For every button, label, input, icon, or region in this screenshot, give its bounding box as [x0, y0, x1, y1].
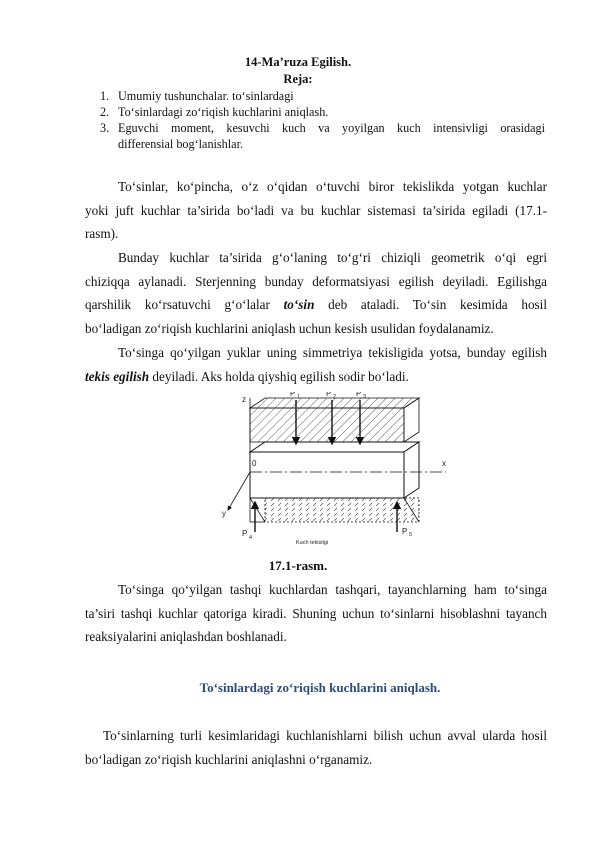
label-p5-sub: 5 — [409, 532, 413, 538]
paragraph-line: yoki juft kuchlar ta’sirida bo‘ladi va bu kuchlar sistemasi ta’sirida egiladi (17.1- — [85, 202, 547, 218]
beam-top — [250, 442, 419, 452]
beam-side — [404, 442, 419, 498]
paragraph-line: rasm). — [85, 226, 119, 241]
paragraph-line: reaksiyalarini aniqlashdan boshlanadi. — [85, 629, 287, 644]
label-p3: P — [356, 392, 362, 398]
paragraph-4 — [85, 578, 547, 649]
paragraph-line — [85, 365, 547, 389]
plan-item-number: 3. — [100, 121, 110, 135]
beam-front — [250, 452, 404, 498]
top-hatch-front — [250, 408, 404, 442]
label-p2: P — [326, 392, 332, 398]
beam-figure — [214, 392, 460, 547]
plan-item-number: 1. — [100, 89, 110, 103]
paragraph-line — [85, 293, 547, 317]
label-p5: P — [402, 527, 408, 536]
label-y: y — [222, 509, 226, 518]
text-run: deyiladi. Aks holda qiyshiq egilish sodir bo‘ladi. — [149, 368, 409, 384]
beam-diagram — [214, 392, 460, 547]
paragraph-line: chiziqqa aylanadi. Sterjenning bunday deformatsiyasi egilish deyiladi. Egilishga — [85, 273, 547, 289]
section-heading: To‘sinlardagi zo‘riqish kuchlarini aniqlash. — [199, 680, 441, 695]
label-p4: P — [242, 529, 248, 538]
term-tekis-egilish: tekis egilish — [85, 368, 150, 384]
paragraph-line: ta’siri tashqi kuchlar qatoriga kiradi. Shuning uchun to‘sinlarni hisoblashni tayanch — [85, 605, 547, 621]
plan-item-text: To‘sinlardagi zo‘riqish kuchlarini aniqlash. — [118, 105, 329, 119]
y-axis — [228, 472, 250, 510]
figure-caption: 17.1-rasm. — [268, 558, 328, 573]
paragraph-line: To‘sinlarning turli kesimlaridagi kuchlanishlarni bilish uchun avval ularda hosil — [103, 728, 547, 743]
term-tosin: to‘sin — [283, 297, 315, 312]
text-run: deb ataladi. To‘sin kesimida hosil — [314, 297, 548, 312]
paragraph-3 — [85, 341, 547, 388]
label-p3-sub: 3 — [363, 394, 367, 400]
paragraph-line: bo‘ladigan zo‘riqish kuchlarini aniqlash uchun kesish usulidan foydalanamiz. — [85, 320, 494, 336]
plan-item-number: 2. — [100, 105, 110, 119]
paragraph-line: To‘singa qo‘yilgan tashqi kuchlardan tashqari, tayanchlarning ham to‘singa — [118, 582, 547, 597]
text-run: qarshilik ko‘rsatuvchi g‘o‘lalar — [85, 297, 284, 312]
paragraph-line: Bunday kuchlar ta’sirida g‘o‘laning to‘g‘ri chiziqli geometrik o‘qi egri — [118, 250, 547, 265]
label-x: x — [442, 459, 446, 468]
bottom-hatch — [265, 498, 419, 522]
paragraph-2 — [85, 246, 547, 340]
paragraph-line: To‘sinlar, ko‘pincha, o‘z o‘qidan o‘tuvchi biror tekislikda yotgan kuchlar — [118, 179, 547, 194]
paragraph-1 — [85, 175, 547, 246]
lecture-title: 14-Ma’ruza Egilish. — [244, 55, 352, 69]
plan-item-text: Eguvchi moment, kesuvchi kuch va yoyilgan kuch intensivligi orasidagi — [118, 121, 545, 135]
label-p1: P — [290, 392, 296, 398]
label-p4-sub: 4 — [249, 535, 253, 541]
label-origin: 0 — [252, 459, 257, 468]
label-p1-sub: 1 — [297, 394, 301, 400]
plan-heading: Reja: — [283, 72, 313, 86]
plan-item-text: differensial bog‘lanishlar. — [118, 137, 243, 151]
label-p2-sub: 2 — [333, 394, 337, 400]
plan-item-text: Umumiy tushunchalar. to‘sinlardagi — [118, 89, 294, 103]
paragraph-line: bo‘ladigan zo‘riqish kuchlarini aniqlashni o‘rganamiz. — [85, 751, 373, 767]
label-z: z — [242, 395, 246, 404]
paragraph-5 — [85, 724, 547, 771]
paragraph-line: To‘singa qo‘yilgan yuklar uning simmetriya tekisligida yotsa, bunday egilish — [118, 345, 547, 360]
label-load-plane: Kuch tekisligi — [296, 540, 329, 546]
